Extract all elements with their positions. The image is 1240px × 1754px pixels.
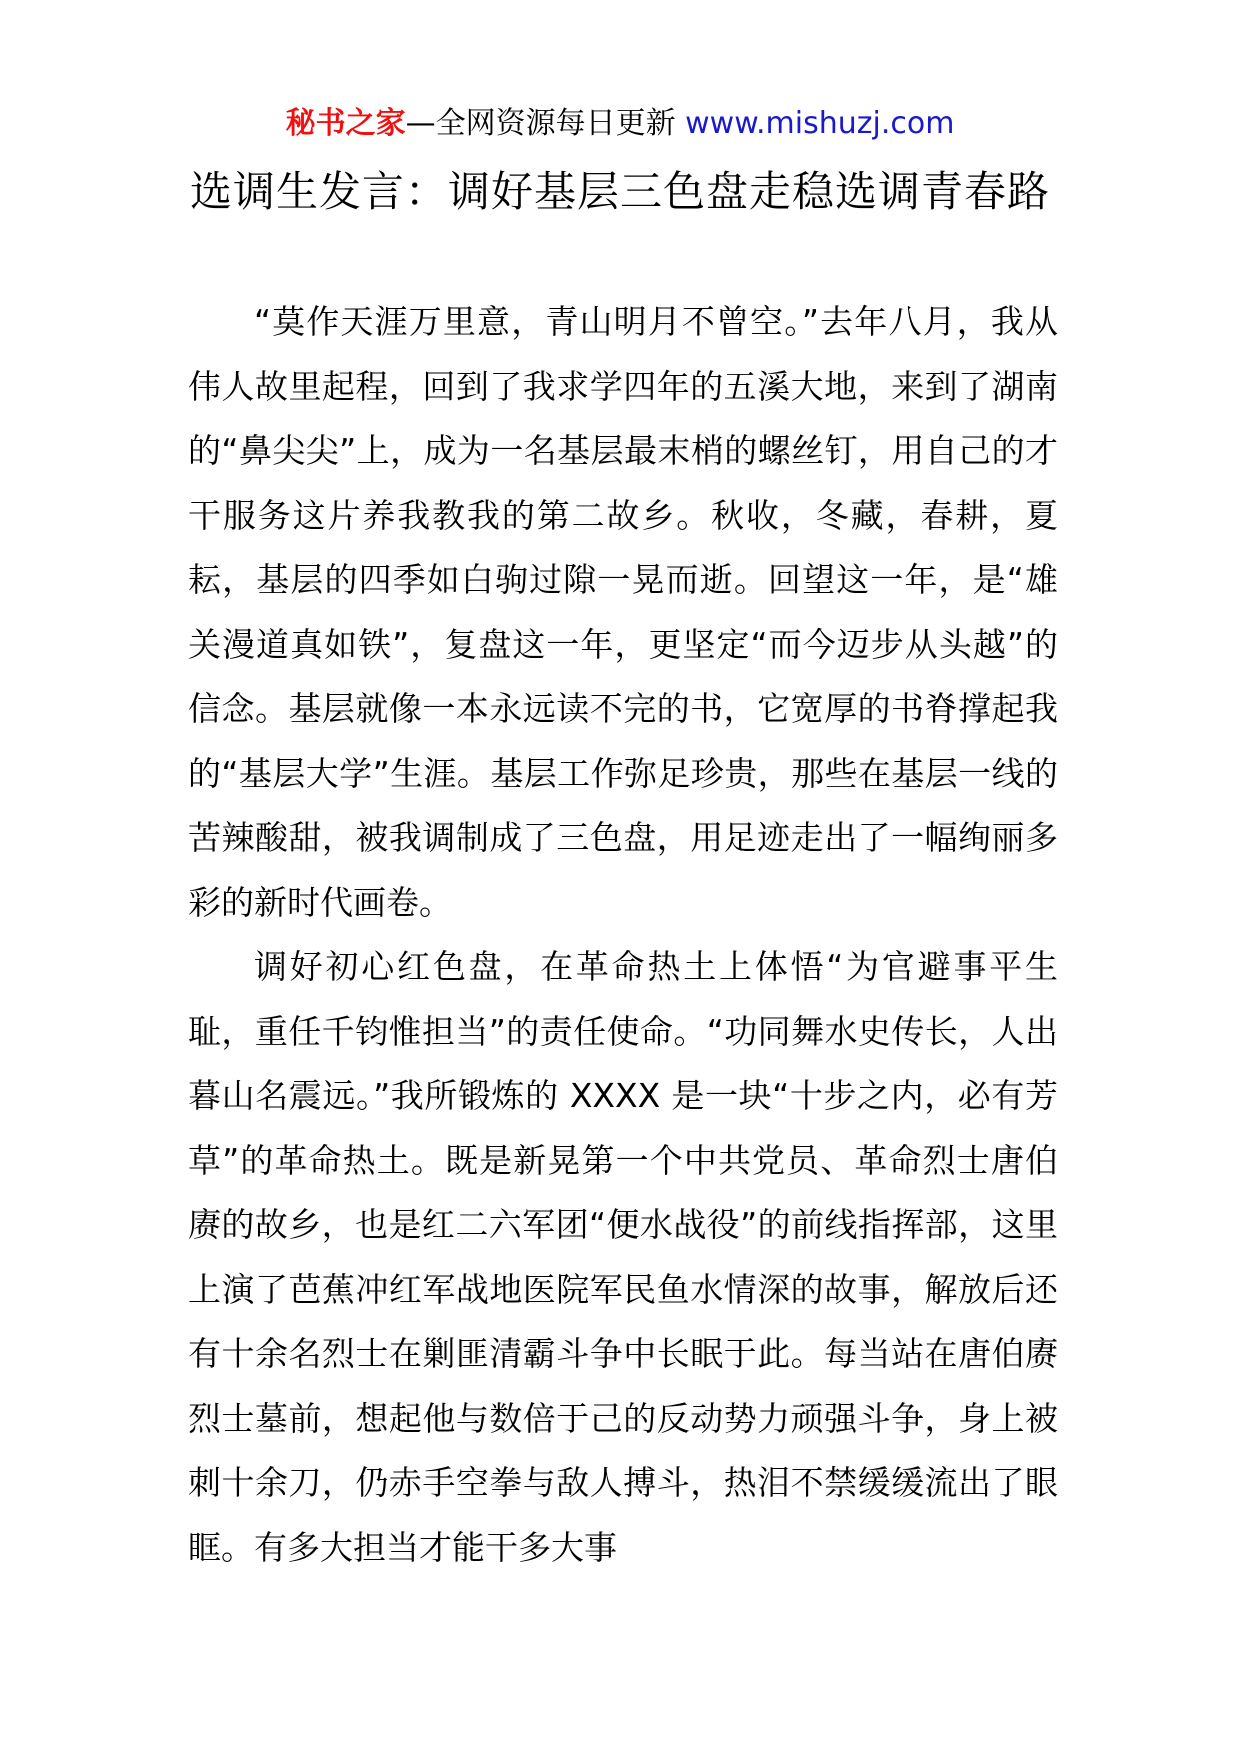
site-url-link[interactable]: www.mishuzj.com: [685, 106, 955, 141]
document-body: [188, 290, 1058, 1580]
site-header: [0, 100, 1240, 148]
site-brand: 秘书之家: [285, 106, 406, 141]
paragraph: 调好初心红色盘，在革命热土上体悟“为官避事平生耻，重任千钧惟担当”的责任使命。“功同舞水史传长，人出暮山名震远。”我所锻炼的 XXXX 是一块“十步之内，必有芳草”的革命热土。既是新晃第一个中共党员、革命烈士唐伯赓的故乡，也是红二六军团“便水战役”的前线指挥部，这里上演了芭蕉冲红军战地医院军民鱼水情深的故事，解放后还有十余名烈士在剿匪清霸斗争中长眠于此。每当站在唐伯赓烈士墓前，想起他与数倍于己的反动势力顽强斗争，身上被刺十余刀，仍赤手空拳与敌人搏斗，热泪不禁缓缓流出了眼眶。有多大担当才能干多大事: [188, 947, 1058, 1567]
document-title: 选调生发言：调好基层三色盘走稳选调青春路: [189, 167, 1050, 216]
site-tagline: —全网资源每日更新: [405, 106, 686, 141]
paragraph: “莫作天涯万里意，青山明月不曾空。”去年八月，我从伟人故里起程，回到了我求学四年的五溪大地，来到了湖南的“鼻尖尖”上，成为一名基层最末梢的螺丝钉，用自己的才干服务这片养我教我的第二故乡。秋收，冬藏，春耕，夏耘，基层的四季如白驹过隙一晃而逝。回望这一年，是“雄关漫道真如铁”，复盘这一年，更坚定“而今迈步从头越”的信念。基层就像一本永远读不完的书，它宽厚的书脊撑起我的“基层大学”生涯。基层工作弥足珍贵，那些在基层一线的苦辣酸甜，被我调制成了三色盘，用足迹走出了一幅绚丽多彩的新时代画卷。: [188, 302, 1058, 922]
